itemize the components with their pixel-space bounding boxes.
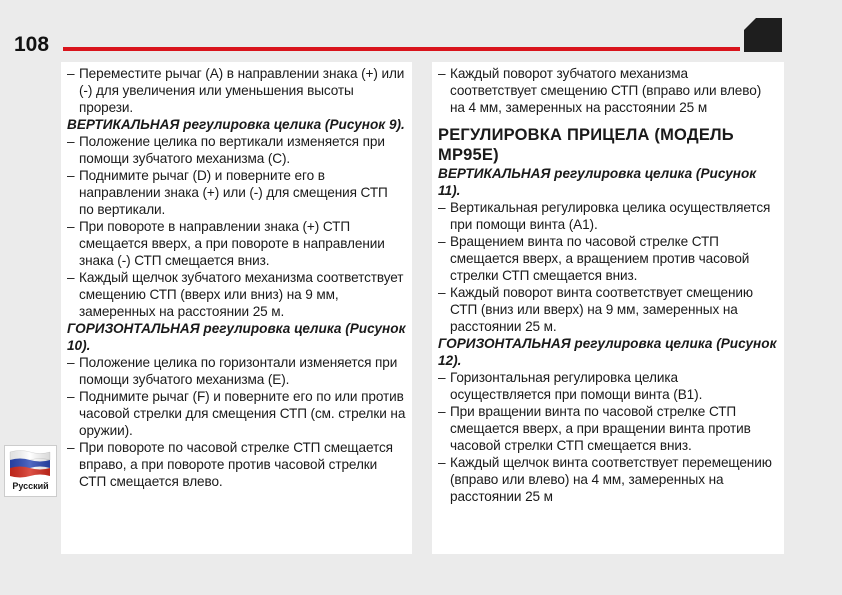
- subheading: ГОРИЗОНТАЛЬНАЯ регулировка целика (Рисунок 10).: [67, 321, 406, 353]
- subheading: ГОРИЗОНТАЛЬНАЯ регулировка целика (Рисунок 12).: [438, 336, 777, 368]
- list-item: – Переместите рычаг (A) в направлении знака (+) или (-) для увеличения или уменьшения высоты прорези.: [67, 66, 405, 115]
- list-item: – Горизонтальная регулировка целика осуществляется при помощи винта (B1).: [438, 370, 703, 402]
- left-column: [61, 62, 412, 554]
- list-item: – При вращении винта по часовой стрелке СТП смещается вверх, а при вращении винта против часовой стрелки СТП смещается вниз.: [438, 404, 751, 453]
- list-item: – Вертикальная регулировка целика осуществляется при помощи винта (A1).: [438, 200, 771, 232]
- list-item: – Поднимите рычаг (D) и поверните его в направлении знака (+) или (-) для смещения СТП по вертикали.: [67, 168, 388, 217]
- section-title: РЕГУЛИРОВКА ПРИЦЕЛА (МОДЕЛЬ MP95E): [438, 126, 734, 164]
- page-number: 108: [14, 33, 50, 56]
- list-item: – Каждый поворот зубчатого механизма соответствует смещению СТП (вправо или влево) на 4 мм, замеренных на расстоянии 25 м: [438, 66, 762, 115]
- list-item: – Вращением винта по часовой стрелке СТП смещается вверх, а вращением против часовой стрелки СТП смещается вниз.: [438, 234, 750, 283]
- corner-tab: [744, 18, 782, 52]
- right-column: [432, 62, 784, 554]
- list-item: – Каждый щелчок зубчатого механизма соответствует смещению СТП (вверх или вниз) на 9 мм, замеренных на расстоянии 25 м.: [67, 270, 404, 319]
- language-tab[interactable]: [4, 445, 57, 497]
- list-item: – Положение целика по вертикали изменяется при помощи зубчатого механизма (C).: [67, 134, 385, 166]
- list-item: – Поднимите рычаг (F) и поверните его по или против часовой стрелки для смещения СТП (см. стрелки на оружии).: [67, 389, 406, 438]
- header-rule: [63, 47, 740, 51]
- subheading: ВЕРТИКАЛЬНАЯ регулировка целика (Рисунок 9).: [67, 117, 405, 132]
- list-item: – При повороте в направлении знака (+) СТП смещается вверх, а при повороте в направлении знака (-) СТП смещается вниз.: [67, 219, 385, 268]
- list-item: – Каждый поворот винта соответствует смещению СТП (вниз или вверх) на 9 мм, замеренных на расстоянии 25 м.: [438, 285, 753, 334]
- language-label: Русский: [12, 481, 49, 491]
- list-item: – Положение целика по горизонтали изменяется при помощи зубчатого механизма (E).: [67, 355, 398, 387]
- list-item: – Каждый щелчок винта соответствует перемещению (вправо или влево) на 4 мм, замеренных на расстоянии 25 м: [438, 455, 772, 504]
- list-item: – При повороте по часовой стрелке СТП смещается вправо, а при повороте против часовой стрелки СТП смещается влево.: [67, 440, 393, 489]
- russian-flag-icon: [9, 449, 51, 479]
- subheading: ВЕРТИКАЛЬНАЯ регулировка целика (Рисунок 11).: [438, 166, 757, 198]
